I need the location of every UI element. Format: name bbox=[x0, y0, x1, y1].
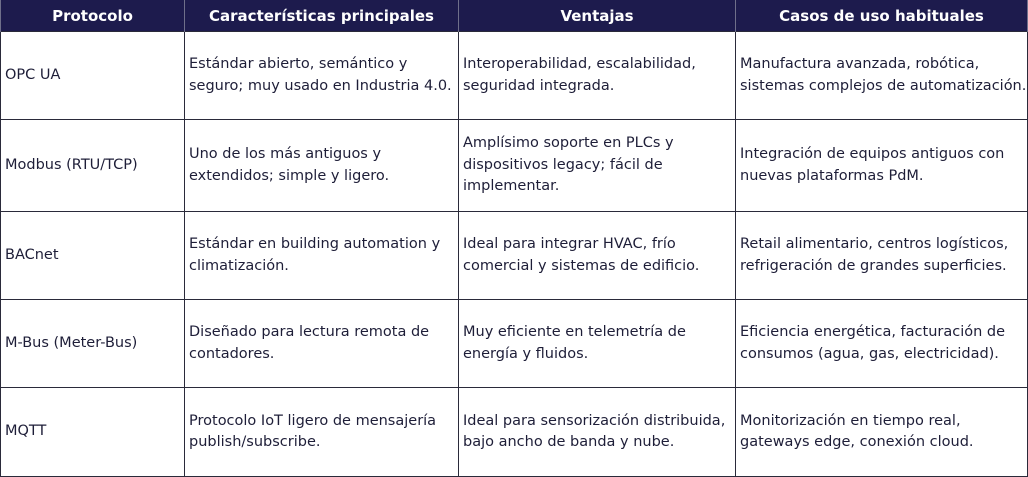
cell-casos: Eficiencia energética, facturación de consumos (agua, gas, electricidad). bbox=[736, 300, 1028, 388]
cell-caracteristicas: Protocolo IoT ligero de mensajería publish/subscribe. bbox=[185, 388, 459, 477]
cell-caracteristicas: Estándar en building automation y climatización. bbox=[185, 212, 459, 300]
cell-caracteristicas: Diseñado para lectura remota de contadores. bbox=[185, 300, 459, 388]
cell-protocolo: OPC UA bbox=[1, 32, 185, 120]
cell-ventajas: Ideal para integrar HVAC, frío comercial y sistemas de edificio. bbox=[459, 212, 736, 300]
header-protocolo: Protocolo bbox=[1, 0, 185, 32]
cell-caracteristicas: Uno de los más antiguos y extendidos; simple y ligero. bbox=[185, 120, 459, 212]
cell-casos: Monitorización en tiempo real, gateways edge, conexión cloud. bbox=[736, 388, 1028, 477]
cell-ventajas: Muy eficiente en telemetría de energía y fluidos. bbox=[459, 300, 736, 388]
cell-casos: Retail alimentario, centros logísticos, refrigeración de grandes superficies. bbox=[736, 212, 1028, 300]
table-row bbox=[1, 120, 1028, 212]
cell-protocolo: MQTT bbox=[1, 388, 185, 477]
cell-casos: Integración de equipos antiguos con nuevas plataformas PdM. bbox=[736, 120, 1028, 212]
cell-protocolo: Modbus (RTU/TCP) bbox=[1, 120, 185, 212]
header-casos: Casos de uso habituales bbox=[736, 0, 1028, 32]
cell-protocolo: M-Bus (Meter-Bus) bbox=[1, 300, 185, 388]
header-ventajas: Ventajas bbox=[459, 0, 736, 32]
header-row bbox=[1, 0, 1028, 32]
header-caracteristicas: Características principales bbox=[185, 0, 459, 32]
table-row bbox=[1, 32, 1028, 120]
cell-casos: Manufactura avanzada, robótica, sistemas complejos de automatización. bbox=[736, 32, 1028, 120]
cell-ventajas: Amplísimo soporte en PLCs y dispositivos legacy; fácil de implementar. bbox=[459, 120, 736, 212]
table-row bbox=[1, 300, 1028, 388]
cell-ventajas: Interoperabilidad, escalabilidad, seguridad integrada. bbox=[459, 32, 736, 120]
table-row bbox=[1, 388, 1028, 477]
cell-caracteristicas: Estándar abierto, semántico y seguro; muy usado en Industria 4.0. bbox=[185, 32, 459, 120]
cell-ventajas: Ideal para sensorización distribuida, bajo ancho de banda y nube. bbox=[459, 388, 736, 477]
table-row bbox=[1, 212, 1028, 300]
cell-protocolo: BACnet bbox=[1, 212, 185, 300]
